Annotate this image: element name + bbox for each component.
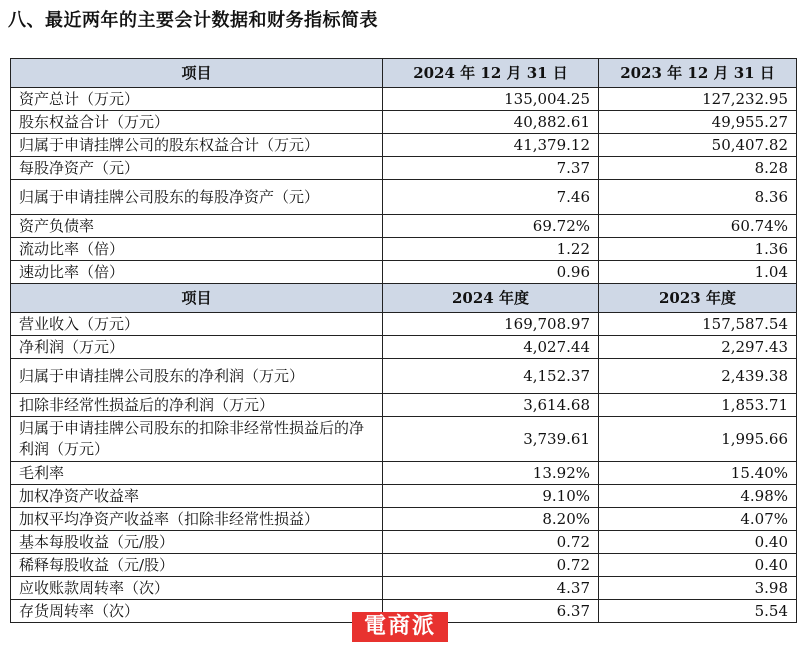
value-2024: 1.22 [383, 238, 599, 261]
value-2023: 8.36 [599, 180, 797, 215]
table-row [11, 238, 797, 261]
value-2024: 4.37 [383, 577, 599, 600]
row-label: 毛利率 [11, 462, 383, 485]
value-2024: 7.46 [383, 180, 599, 215]
table-row [11, 88, 797, 111]
value-2024: 69.72% [383, 215, 599, 238]
value-2023: 127,232.95 [599, 88, 797, 111]
value-2023: 2,297.43 [599, 336, 797, 359]
table-row [11, 508, 797, 531]
value-2023: 1,853.71 [599, 394, 797, 417]
row-label: 存货周转率（次） [11, 600, 383, 623]
table-row [11, 485, 797, 508]
row-label: 加权平均净资产收益率（扣除非经常性损益） [11, 508, 383, 531]
value-2024: 7.37 [383, 157, 599, 180]
table-row [11, 336, 797, 359]
value-2024: 0.96 [383, 261, 599, 284]
value-2024: 8.20% [383, 508, 599, 531]
row-label: 基本每股收益（元/股） [11, 531, 383, 554]
table-header-row [11, 284, 797, 313]
value-2024: 135,004.25 [383, 88, 599, 111]
row-label: 每股净资产（元） [11, 157, 383, 180]
row-label: 稀释每股收益（元/股） [11, 554, 383, 577]
value-2023: 2,439.38 [599, 359, 797, 394]
table-row [11, 394, 797, 417]
value-2023: 49,955.27 [599, 111, 797, 134]
row-label: 归属于申请挂牌公司股东的每股净资产（元） [11, 180, 383, 215]
row-label: 加权净资产收益率 [11, 485, 383, 508]
row-label: 股东权益合计（万元） [11, 111, 383, 134]
value-2023: 15.40% [599, 462, 797, 485]
table-row [11, 359, 797, 394]
value-2024: 3,739.61 [383, 417, 599, 462]
table-row [11, 554, 797, 577]
table-row [11, 417, 797, 462]
row-label: 应收账款周转率（次） [11, 577, 383, 600]
table-row [11, 180, 797, 215]
value-2023: 50,407.82 [599, 134, 797, 157]
value-2023: 1.04 [599, 261, 797, 284]
value-2024: 6.37 [383, 600, 599, 623]
value-2023: 4.07% [599, 508, 797, 531]
header-item: 项目 [11, 59, 383, 88]
row-label: 扣除非经常性损益后的净利润（万元） [11, 394, 383, 417]
value-2024: 4,027.44 [383, 336, 599, 359]
table-row [11, 111, 797, 134]
value-2024: 0.72 [383, 531, 599, 554]
value-2023: 0.40 [599, 554, 797, 577]
table-row [11, 313, 797, 336]
header-2024: 2024 年 12 月 31 日 [383, 59, 599, 88]
header-2023: 2023 年 12 月 31 日 [599, 59, 797, 88]
value-2023: 4.98% [599, 485, 797, 508]
value-2023: 0.40 [599, 531, 797, 554]
row-label: 归属于申请挂牌公司的股东权益合计（万元） [11, 134, 383, 157]
page-title: 八、最近两年的主要会计数据和财务指标简表 [8, 10, 378, 31]
value-2024: 0.72 [383, 554, 599, 577]
watermark-logo: 電商派 [352, 612, 448, 642]
table-row [11, 157, 797, 180]
header-2023: 2023 年度 [599, 284, 797, 313]
row-label: 营业收入（万元） [11, 313, 383, 336]
value-2024: 4,152.37 [383, 359, 599, 394]
row-label: 归属于申请挂牌公司股东的净利润（万元） [11, 359, 383, 394]
value-2023: 3.98 [599, 577, 797, 600]
table-row [11, 134, 797, 157]
value-2023: 8.28 [599, 157, 797, 180]
value-2024: 3,614.68 [383, 394, 599, 417]
value-2024: 169,708.97 [383, 313, 599, 336]
table-row [11, 261, 797, 284]
value-2023: 60.74% [599, 215, 797, 238]
value-2023: 5.54 [599, 600, 797, 623]
table-row [11, 462, 797, 485]
row-label: 资产负债率 [11, 215, 383, 238]
row-label: 资产总计（万元） [11, 88, 383, 111]
value-2024: 41,379.12 [383, 134, 599, 157]
value-2024: 13.92% [383, 462, 599, 485]
row-label: 归属于申请挂牌公司股东的扣除非经常性损益后的净利润（万元） [11, 417, 383, 462]
value-2023: 157,587.54 [599, 313, 797, 336]
value-2023: 1,995.66 [599, 417, 797, 462]
table-row [11, 577, 797, 600]
row-label: 流动比率（倍） [11, 238, 383, 261]
table-row [11, 215, 797, 238]
table-row [11, 531, 797, 554]
row-label: 净利润（万元） [11, 336, 383, 359]
value-2024: 40,882.61 [383, 111, 599, 134]
financial-summary-table [10, 58, 797, 623]
table-header-row [11, 59, 797, 88]
row-label: 速动比率（倍） [11, 261, 383, 284]
value-2023: 1.36 [599, 238, 797, 261]
value-2024: 9.10% [383, 485, 599, 508]
header-item: 项目 [11, 284, 383, 313]
header-2024: 2024 年度 [383, 284, 599, 313]
